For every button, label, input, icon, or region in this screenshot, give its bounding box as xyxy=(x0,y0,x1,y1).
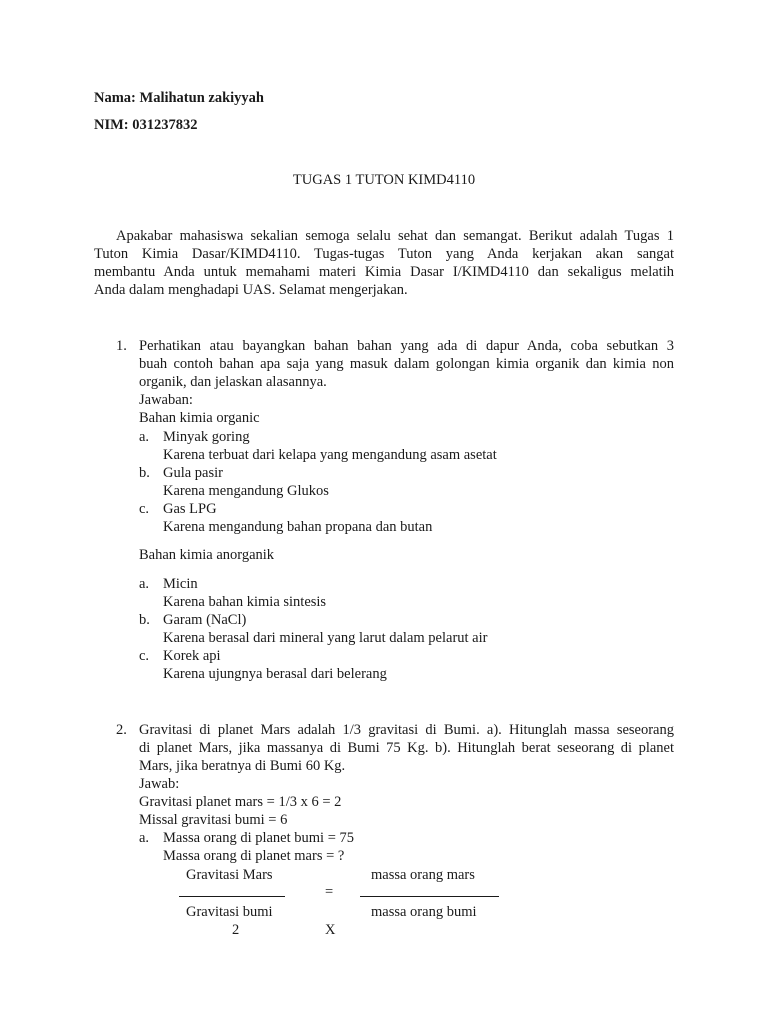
q1-question-line-1: Perhatikan atau bayangkan bahan bahan yang ada di dapur Anda, coba sebutkan 3 xyxy=(139,338,674,354)
inorganic-c-name: Korek api xyxy=(163,648,221,664)
student-nim: NIM: 031237832 xyxy=(94,117,198,133)
q1-question-line-2: buah contoh bahan apa saja yang masuk dalam golongan kimia organik dan kimia non xyxy=(139,356,674,372)
student-name: Nama: Malihatun zakiyyah xyxy=(94,90,264,106)
q2-question-line-2: di planet Mars, jika massanya di Bumi 75 Kg. b). Hitunglah berat seseorang di planet xyxy=(139,740,674,756)
fraction-right-denominator: massa orang bumi xyxy=(371,904,477,920)
inorganic-b-name: Garam (NaCl) xyxy=(163,612,247,628)
inorganic-a-letter: a. xyxy=(139,576,150,592)
q2-question-line-3: Mars, jika beratnya di Bumi 60 Kg. xyxy=(139,758,346,774)
intro-line-1: Apakabar mahasiswa sekalian semoga selalu sehat dan semangat. Berikut adalah Tugas 1 xyxy=(116,228,674,244)
inorganic-c-reason: Karena ujungnya berasal dari belerang xyxy=(163,666,387,682)
organic-a-letter: a. xyxy=(139,429,150,445)
fraction-left-bar xyxy=(179,896,285,897)
organic-b-reason: Karena mengandung Glukos xyxy=(163,483,329,499)
organic-c-reason: Karena mengandung bahan propana dan butan xyxy=(163,519,433,535)
q2-part-a-line-1: Massa orang di planet bumi = 75 xyxy=(163,830,355,846)
fraction-equals-sign: = xyxy=(325,884,334,900)
organic-a-name: Minyak goring xyxy=(163,429,250,445)
q2-line-2: Missal gravitasi bumi = 6 xyxy=(139,812,288,828)
fraction-right-value: X xyxy=(325,922,336,938)
organic-b-name: Gula pasir xyxy=(163,465,223,481)
q1-question-line-3: organik, dan jelaskan alasannya. xyxy=(139,374,327,390)
organic-c-letter: c. xyxy=(139,501,150,517)
intro-line-3: membantu Anda untuk memahami materi Kimia Dasar I/KIMD4110 dan sekaligus melatih xyxy=(94,264,674,280)
inorganic-heading: Bahan kimia anorganik xyxy=(139,547,275,563)
q1-answer-label: Jawaban: xyxy=(139,392,193,408)
inorganic-b-letter: b. xyxy=(139,612,150,628)
organic-c-name: Gas LPG xyxy=(163,501,217,517)
organic-b-letter: b. xyxy=(139,465,150,481)
intro-line-2: Tuton Kimia Dasar/KIMD4110. Tugas-tugas Tuton yang Anda kerjakan akan sangat xyxy=(94,246,674,262)
organic-heading: Bahan kimia organic xyxy=(139,410,260,426)
inorganic-c-letter: c. xyxy=(139,648,150,664)
inorganic-a-reason: Karena bahan kimia sintesis xyxy=(163,594,327,610)
q2-part-a-letter: a. xyxy=(139,830,150,846)
q2-question-line-1: Gravitasi di planet Mars adalah 1/3 gravitasi di Bumi. a). Hitunglah massa seseorang xyxy=(139,722,674,738)
inorganic-b-reason: Karena berasal dari mineral yang larut dalam pelarut air xyxy=(163,630,488,646)
q2-part-a-line-2: Massa orang di planet mars = ? xyxy=(163,848,345,864)
q2-line-1: Gravitasi planet mars = 1/3 x 6 = 2 xyxy=(139,794,342,810)
q2-number: 2. xyxy=(116,722,127,738)
organic-a-reason: Karena terbuat dari kelapa yang mengandung asam asetat xyxy=(163,447,497,463)
fraction-left-numerator: Gravitasi Mars xyxy=(186,867,273,883)
document-title: TUGAS 1 TUTON KIMD4110 xyxy=(292,172,476,188)
q2-answer-label: Jawab: xyxy=(139,776,180,792)
fraction-left-value: 2 xyxy=(232,922,240,938)
intro-line-4: Anda dalam menghadapi UAS. Selamat mengerjakan. xyxy=(94,282,408,298)
inorganic-a-name: Micin xyxy=(163,576,198,592)
fraction-right-bar xyxy=(360,896,499,897)
fraction-left-denominator: Gravitasi bumi xyxy=(186,904,273,920)
fraction-right-numerator: massa orang mars xyxy=(371,867,475,883)
q1-number: 1. xyxy=(116,338,127,354)
